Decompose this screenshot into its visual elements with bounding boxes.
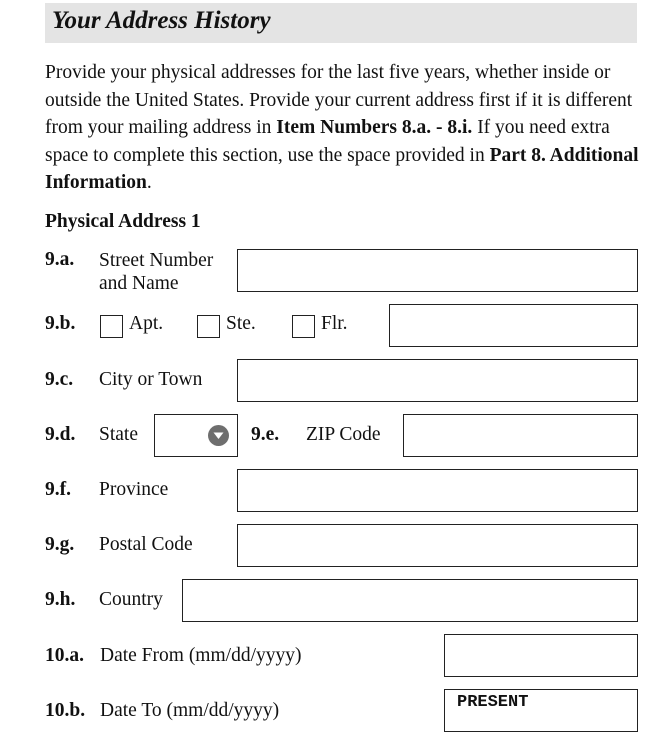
section-title: Your Address History [52,7,271,34]
date-to-label: Date To (mm/dd/yyyy) [100,700,280,721]
province-label: Province [99,479,169,500]
item-number-9b: 9.b. [45,313,76,334]
apt-label: Apt. [129,313,164,334]
postal-code-label: Postal Code [99,534,193,555]
state-label: State [99,424,138,445]
unit-number-input[interactable] [389,304,638,347]
instructions-text: Provide your physical addresses for the last five years, whether inside or outside the United States. Provide your current address first if it is different from your mailing address in [45,62,633,138]
physical-address-heading: Physical Address 1 [45,211,201,232]
item-number-9d: 9.d. [45,424,76,445]
chevron-down-icon [208,425,229,446]
city-label: City or Town [99,369,203,390]
instructions-bold-reference: Item Numbers 8.a. - 8.i. [276,117,473,138]
item-number-9g: 9.g. [45,534,75,555]
item-number-9f: 9.f. [45,479,71,500]
item-number-10a: 10.a. [45,645,84,666]
instructions-paragraph [45,59,641,197]
flr-label: Flr. [321,313,348,334]
street-number-name-input[interactable] [237,249,638,292]
flr-checkbox[interactable] [292,315,315,338]
zip-code-label: ZIP Code [306,424,381,445]
street-label-line1: Street Number [99,250,214,271]
city-or-town-input[interactable] [237,359,638,402]
province-input[interactable] [237,469,638,512]
item-number-9c: 9.c. [45,369,74,390]
item-number-9e: 9.e. [251,424,280,445]
street-label-line2: and Name [99,273,179,294]
postal-code-input[interactable] [237,524,638,567]
country-input[interactable] [182,579,638,622]
country-label: Country [99,589,163,610]
item-number-9h: 9.h. [45,589,76,610]
street-label [99,249,213,295]
ste-label: Ste. [226,313,256,334]
item-number-9a: 9.a. [45,249,75,270]
instructions-text: If you need extra space to complete this section, use the space provided in [45,117,610,166]
date-from-label: Date From (mm/dd/yyyy) [100,645,302,666]
instructions-bold-reference: Part 8. Additional Information [45,144,639,193]
date-to-input[interactable]: PRESENT [444,689,638,732]
date-from-input[interactable] [444,634,638,677]
item-number-10b: 10.b. [45,700,86,721]
state-select[interactable] [154,414,238,457]
zip-code-input[interactable] [403,414,638,457]
ste-checkbox[interactable] [197,315,220,338]
instructions-text: . [146,172,152,193]
apt-checkbox[interactable] [100,315,123,338]
